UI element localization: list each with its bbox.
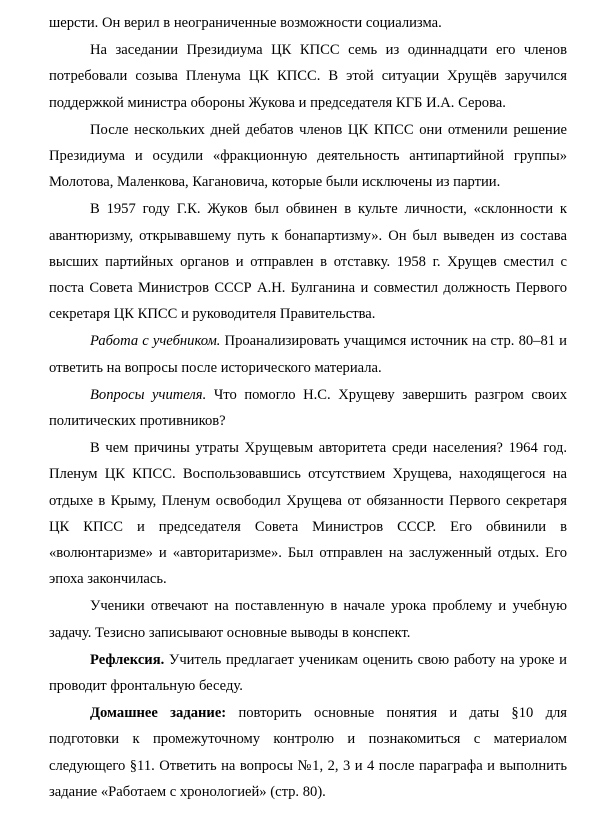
paragraph-text: Проанализировать учащимся источник на стр. 80–81 и ответить на вопросы после исторического материала. [49, 333, 567, 376]
paragraph-text: повторить основные понятия и даты §10 для подготовки к промежуточному контролю и познакомиться с материалом следующего §11. Ответить на вопросы №1, 2, 3 и 4 после параграфа и выполнить задание «Работаем с хронологией» (стр. 80). [49, 705, 567, 800]
paragraph-lead-italic: Вопросы учителя. [90, 386, 207, 403]
paragraph-students-answer [49, 593, 567, 645]
paragraph-lead-italic: Работа с учебником. [90, 333, 221, 350]
paragraph-text: В 1957 году Г.К. Жуков был обвинен в культе личности, «склонности к авантюризму, открывавшему путь к бонапартизму». Он был выведен из состава высших партийных органов и отправлен в отставку. 1958 г. Хрущев сместил с поста Совета Министров СССР А.Н. Булганина и совместил должность Первого секретаря ЦК КПСС и руководителя Правительства. [49, 201, 567, 323]
paragraph-reflection [49, 647, 567, 699]
paragraph-text: шерсти. Он верил в неограниченные возможности социализма. [49, 15, 442, 31]
paragraph-presidium-meeting [49, 37, 567, 116]
paragraph-text: В чем причины утраты Хрущевым авторитета среди населения? 1964 год. Пленум ЦК КПСС. Воспользовавшись отсутствием Хрущева, находящегося на отдыхе в Крыму, Пленум освободил Хрущева от обязанности Первого секретаря ЦК КПСС и председателя Совета Министров СССР. Его обвинили в «волюнтаризме» и «авторитаризме». Был отправлен на заслуженный отдых. Его эпоха закончилась. [49, 440, 567, 588]
paragraph-text: Что помогло Н.С. Хрущеву завершить разгром своих политических противников? [49, 386, 567, 430]
paragraph-text: Ученики отвечают на поставленную в начале урока проблему и учебную задачу. Тезисно записывают основные выводы в конспект. [49, 598, 567, 641]
paragraph-text: После нескольких дней дебатов членов ЦК КПСС они отменили решение Президиума и осудили «фракционную деятельность антипартийной группы» Молотова, Маленкова, Кагановича, которые были исключены из партии. [49, 121, 567, 191]
paragraph-lead-bold: Рефлексия. [90, 651, 165, 668]
paragraph-zhukov-1957 [49, 196, 567, 327]
paragraph-text: Учитель предлагает ученикам оценить свою работу на уроке и проводит фронтальную беседу. [49, 651, 567, 695]
paragraph-continuation [49, 10, 567, 36]
paragraph-homework [49, 700, 567, 805]
paragraph-teacher-questions [49, 382, 567, 434]
paragraph-textbook-work [49, 328, 567, 380]
paragraph-antiparty-group [49, 117, 567, 196]
paragraph-loss-of-authority [49, 435, 567, 592]
paragraph-text: На заседании Президиума ЦК КПСС семь из одиннадцати его членов потребовали созыва Пленума ЦК КПСС. В этой ситуации Хрущёв заручился поддержкой министра обороны Жукова и председателя КГБ И.А. Серова. [49, 42, 567, 111]
paragraph-lead-bold: Домашнее задание: [90, 705, 227, 722]
document-body [49, 10, 567, 805]
